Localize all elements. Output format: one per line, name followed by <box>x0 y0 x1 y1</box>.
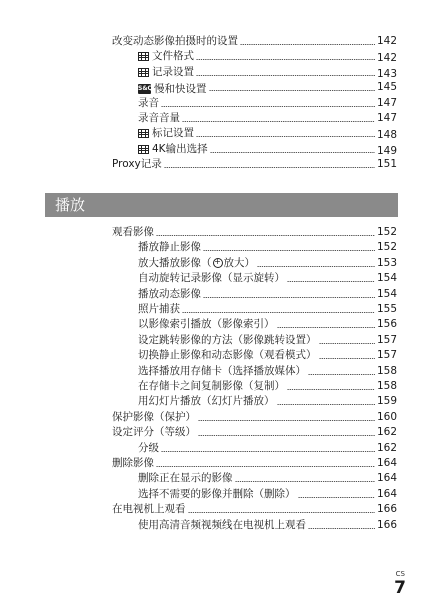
toc-entry-label <box>138 394 275 409</box>
toc-subentry[interactable] <box>138 317 397 332</box>
toc-page-number: 155 <box>376 303 397 315</box>
dot-leader <box>203 250 375 251</box>
toc-entry-text: 文件格式 <box>152 50 194 63</box>
toc-entry-label <box>138 49 194 64</box>
toc-entry-text: 放大播放影像（ <box>138 256 212 269</box>
toc-entry-label <box>138 65 194 80</box>
toc-page-number: 148 <box>376 129 397 142</box>
toc-entry-text: 照片捕获 <box>138 303 180 315</box>
toc-entry-label <box>138 518 306 533</box>
toc-entry-label <box>138 364 306 379</box>
toc-entry-text: 保护影像（保护） <box>112 410 196 423</box>
toc-page-number: 158 <box>376 364 397 377</box>
section-header-playback <box>45 193 398 217</box>
dot-leader <box>277 404 375 405</box>
toc-entry-label <box>138 302 180 317</box>
toc-entry-label <box>138 240 201 255</box>
movie-icon <box>138 129 149 138</box>
toc-page-number: 157 <box>376 349 397 362</box>
toc-entry-label <box>112 225 154 240</box>
dot-leader <box>182 312 375 313</box>
toc-entry-text: 设定评分（等级） <box>112 426 196 439</box>
toc-page-number: 164 <box>376 472 397 485</box>
toc-entry-label <box>138 256 255 271</box>
dot-leader <box>257 266 375 267</box>
dot-leader <box>196 136 375 137</box>
toc-entry-text: 4K输出选择 <box>152 142 208 155</box>
toc-entry-text: 选择不需要的影像并删除（删除） <box>138 487 296 500</box>
toc-subentry[interactable] <box>138 348 397 363</box>
toc-entry[interactable] <box>112 502 397 517</box>
dot-leader <box>277 327 375 328</box>
toc-subentry[interactable] <box>138 256 397 271</box>
toc-entry-text: 慢和快设置 <box>154 82 207 95</box>
dot-leader <box>156 466 375 467</box>
toc-page-number: 158 <box>376 380 397 392</box>
dot-leader <box>198 435 375 436</box>
toc-subentry[interactable] <box>138 240 397 255</box>
toc-entry-label <box>138 487 296 502</box>
dot-leader <box>319 358 375 359</box>
dot-leader <box>203 297 375 298</box>
toc-entry-text: 录音 <box>138 96 159 109</box>
toc-entry-text: 分级 <box>138 441 159 454</box>
toc-entry-text: 切换静止影像和动态影像（观看模式） <box>138 349 317 362</box>
toc-page-number: 152 <box>376 226 397 238</box>
toc-entry-text: 以影像索引播放（影像索引） <box>138 318 275 331</box>
toc-entry-text: 播放动态影像 <box>138 287 201 300</box>
dot-leader <box>182 121 375 122</box>
toc-page-number: 156 <box>376 318 397 331</box>
toc-page-number: 164 <box>376 457 397 469</box>
toc-entry-text: 选择播放用存储卡（选择播放媒体） <box>138 364 306 377</box>
toc-page-number: 154 <box>376 272 397 285</box>
toc-page-number: 147 <box>376 96 397 109</box>
toc-entry-label <box>138 471 233 486</box>
toc-subentry[interactable] <box>138 271 397 286</box>
toc-entry-text: 自动旋转记录影像（显示旋转） <box>138 272 285 285</box>
toc-page-number: 147 <box>376 112 397 124</box>
toc-page-number: 149 <box>376 144 397 157</box>
dot-leader <box>308 528 375 529</box>
toc-page-number: 166 <box>376 503 397 516</box>
toc-entry-label <box>112 425 196 440</box>
toc-entry-label <box>112 502 186 517</box>
toc-entry[interactable] <box>112 34 397 49</box>
toc-entry-text: 在存储卡之间复制影像（复制） <box>138 380 285 392</box>
dot-leader <box>196 75 375 76</box>
toc-entry-text: 改变动态影像拍摄时的设置 <box>112 35 238 47</box>
toc-subentry[interactable] <box>138 111 397 126</box>
toc-entry-text: 播放静止影像 <box>138 241 201 254</box>
dot-leader <box>287 389 375 390</box>
toc-page-number: 153 <box>376 256 397 269</box>
toc-page-number: 160 <box>376 410 397 423</box>
dot-leader <box>188 512 375 513</box>
toc-subentry[interactable] <box>138 379 397 394</box>
toc-page-number: 143 <box>376 67 397 80</box>
movie-icon <box>138 68 149 77</box>
toc-subentry[interactable] <box>138 441 397 456</box>
toc-subentry[interactable] <box>138 142 397 157</box>
toc-page-number: 157 <box>376 333 397 346</box>
toc-page-number: 166 <box>376 518 397 531</box>
toc-entry-text: 记录设置 <box>152 65 194 78</box>
dot-leader <box>210 152 375 153</box>
toc-subentry[interactable] <box>138 333 397 348</box>
toc-entry-label <box>138 111 180 126</box>
dot-leader <box>319 343 375 344</box>
toc-entry-label <box>138 287 201 302</box>
toc-subentry[interactable] <box>138 518 397 533</box>
toc-entry-label <box>138 96 159 111</box>
toc-entry-label <box>112 34 238 49</box>
toc-entry-label <box>138 142 208 157</box>
toc-subentry[interactable] <box>138 287 397 302</box>
toc-page-number: 154 <box>376 287 397 300</box>
dot-leader <box>308 374 375 375</box>
toc-entry-text: 观看影像 <box>112 226 154 238</box>
toc-entry-label <box>138 441 159 456</box>
toc-page-number: 162 <box>376 441 397 454</box>
toc-page-number: 162 <box>376 426 397 439</box>
toc-entry-label <box>112 456 154 471</box>
toc-entry-label <box>138 379 285 394</box>
toc-entry[interactable] <box>112 157 397 172</box>
dot-leader <box>209 90 375 91</box>
toc-entry-text: 标记设置 <box>152 127 194 140</box>
toc-subentry[interactable] <box>138 80 397 95</box>
language-code: CS <box>395 570 405 578</box>
toc-entry-text: 放大） <box>223 256 255 269</box>
dot-leader <box>198 420 375 421</box>
toc-entry-text: 使用高清音频视频线在电视机上观看 <box>138 518 306 531</box>
toc-entry-text: 录音音量 <box>138 112 180 124</box>
toc-entry-label <box>112 157 162 172</box>
toc-subentry[interactable] <box>138 96 397 111</box>
dot-leader <box>298 497 375 498</box>
toc-entry-label <box>138 82 207 97</box>
toc-entry[interactable] <box>112 225 397 240</box>
toc-entry-label <box>138 126 194 141</box>
movie-icon <box>138 52 149 61</box>
toc-subentry[interactable] <box>138 65 397 80</box>
toc-page-number: 151 <box>376 158 397 171</box>
toc-entry-text: 用幻灯片播放（幻灯片播放） <box>138 395 275 408</box>
toc-subentry[interactable] <box>138 471 397 486</box>
toc-entry-label <box>138 271 285 286</box>
toc-subentry[interactable] <box>138 302 397 317</box>
toc-entry-text: 删除影像 <box>112 457 154 469</box>
toc-subentry[interactable] <box>138 364 397 379</box>
toc-entry[interactable] <box>112 410 397 425</box>
toc-entry[interactable] <box>112 425 397 440</box>
section-title: 播放 <box>55 196 86 214</box>
toc-entry-label <box>112 410 196 425</box>
dot-leader <box>240 44 375 45</box>
toc-entry-label <box>138 333 317 348</box>
movie-icon <box>138 145 149 154</box>
dot-leader <box>287 281 375 282</box>
zoom-icon <box>213 258 223 268</box>
dot-leader <box>196 59 375 60</box>
toc-entry-text: 在电视机上观看 <box>112 503 186 516</box>
toc-page-number: 152 <box>376 241 397 254</box>
dot-leader <box>235 481 375 482</box>
slow-quick-icon: S&Q <box>138 85 153 93</box>
toc-subentry[interactable] <box>138 126 397 141</box>
dot-leader <box>164 167 375 168</box>
toc-page-number: 159 <box>376 395 397 408</box>
page-number: 7 <box>394 578 406 598</box>
dot-leader <box>161 106 375 107</box>
toc-entry-label <box>138 348 317 363</box>
toc-entry[interactable] <box>112 456 397 471</box>
toc-subentry[interactable] <box>138 394 397 409</box>
toc-page-number: 145 <box>376 81 397 94</box>
toc-page-number: 142 <box>376 35 397 47</box>
toc-entry-text: 删除正在显示的影像 <box>138 472 233 485</box>
dot-leader <box>161 451 375 452</box>
toc-entry-text: 设定跳转影像的方法（影像跳转设置） <box>138 333 317 346</box>
toc-page-number: 164 <box>376 487 397 500</box>
toc-entry-label <box>138 317 275 332</box>
dot-leader <box>156 235 375 236</box>
toc-entry-text: Proxy记录 <box>112 158 162 171</box>
toc-page-number: 142 <box>376 52 397 65</box>
toc-subentry[interactable] <box>138 49 397 64</box>
toc-subentry[interactable] <box>138 487 397 502</box>
